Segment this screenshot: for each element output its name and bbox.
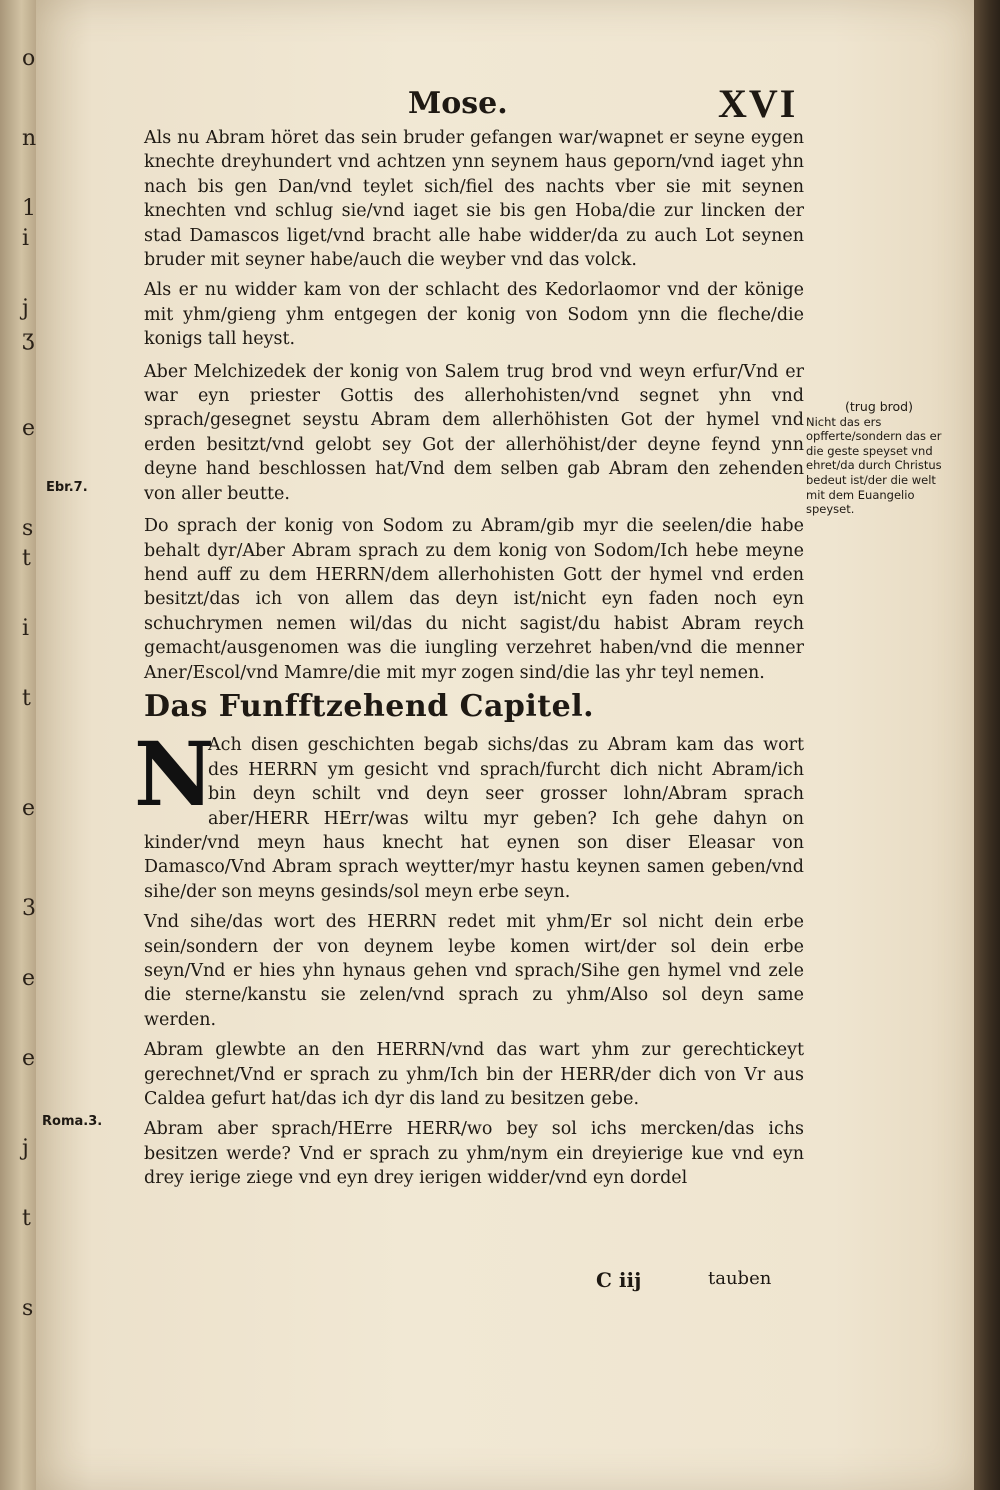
- facing-page-fragment: t: [22, 686, 31, 711]
- facing-page-fragment: t: [22, 1206, 31, 1231]
- paragraph: Als nu Abram höret das sein bruder gefangen war/wapnet er seyne eygen knechte dreyhundert vnd achtzen ynn seynem haus geporn/vnd iaget yhn nach bis gen Dan/vnd teylet sich/fiel des nachts vber sie mit seynen knechten vnd schlug sie/vnd iaget sie bis gen Hoba/die zur lincken der stad Damascos liget/vnd bracht alle habe widder/da zu auch Lot seynen bruder mit seyner habe/auch die weyber vnd das volck.: [144, 128, 804, 271]
- facing-page-fragment: e: [22, 796, 36, 821]
- running-head: Mose.: [408, 86, 508, 121]
- paragraph: Do sprach der konig von Sodom zu Abram/gib myr die seelen/die habe behalt dyr/Aber Abram sprach zu dem konig von Sodom/Ich hebe meyne hend auff zu dem HERRN/dem allerhohisten Gott der hymel vnd erden besitzt/das ich von allem das deyn ist/nicht eyn faden noch eyn schuchrymen nemen wil/das du nicht sagist/du habist Abram reych gemacht/ausgenomen was die iungling verzehret haben/vnd die menner Aner/Escol/vnd Mamre/die mit myr zogen sind/die las yhr teyl nemen.: [144, 516, 804, 683]
- paragraph: Ach disen geschichten begab sichs/das zu Abram kam das wort des HERRN ym gesicht vnd sprach/furcht dich nicht Abram/ich bin deyn schilt vnd deyn seer grosser lohn/Abram sprach aber/HERR HErr/was wiltu myr geben? Ich gehe dahyn on kinder/vnd meyn haus knecht hat eynen son diser Eleasar von Damasco/Vnd Abram sprach weytter/myr hastu keynen samen geben/vnd sihe/der son meyns gesinds/sol meyn erbe seyn.: [144, 735, 804, 902]
- facing-page-fragment: 3: [22, 896, 36, 921]
- cross-reference-roma: Roma.3.: [42, 1114, 103, 1129]
- facing-page-fragment: e: [22, 966, 36, 991]
- facing-page-fragment: e: [22, 416, 36, 441]
- paragraph: Abram glewbte an den HERRN/vnd das wart yhm zur gerechtickeyt gerechnet/Vnd er sprach zu yhm/Ich bin der HERR/der dich von Vr aus Caldea gefurt hat/das ich dyr dis land zu besitzen gebe.: [144, 1040, 804, 1110]
- facing-page-edge: [0, 0, 36, 1490]
- facing-page-fragment: j: [22, 296, 29, 321]
- paragraph: Aber Melchizedek der konig von Salem trug brod vnd weyn erfur/Vnd er war eyn priester Gottis des allerhohisten/vnd segnet yhn vnd sprach/gesegnet seystu Abram dem allerhöhisten Got der hymel vnd erden besitzt/vnd gelobt sey Got der allerhöhist/der deyne feynd ynn deyne hand beschlossen hat/Vnd dem selben gab Abram den zehenden von aller beutte.: [144, 361, 804, 504]
- facing-page-fragment: 1: [22, 196, 36, 221]
- facing-page-fragment: s: [22, 1296, 34, 1321]
- paragraph: Als er nu widder kam von der schlacht des Kedorlaomor vnd der könige mit yhm/gieng yhm entgegen der konig von Sodom ynn die fleche/die konigs tall heyst.: [144, 280, 804, 350]
- paragraph: Abram aber sprach/HErre HERR/wo bey sol ichs mercken/das ichs besitzen werde? Vnd er sprach zu yhm/nym ein dreyierige kue vnd eyn drey ierige ziege vnd eyn drey ierigen widder/vnd eyn dordel: [144, 1119, 804, 1189]
- paragraph: Vnd sihe/das wort des HERRN redet mit yhm/Er sol nicht dein erbe sein/sondern der von deynem leybe komen wirt/der sol dein erbe seyn/Vnd er hies yhn hynaus gehen vnd sprach/Sihe gen hymel vnd zele die sterne/kanstu sie zelen/vnd sprach zu yhm/Also sol deyn same werden.: [144, 912, 804, 1030]
- chapter-opening: [134, 722, 804, 904]
- facing-page-fragment: j: [22, 1136, 29, 1161]
- decorated-initial: N: [134, 722, 215, 827]
- facing-page-fragment: e: [22, 1046, 36, 1071]
- main-text-column: [134, 126, 804, 1197]
- facing-page-fragment: t: [22, 546, 31, 571]
- gloss-text: Nicht das ers opfferte/sondern das er die geste speyset vnd ehret/da durch Christus bedeut ist/der die welt mit dem Euangelio speyset.: [806, 414, 942, 517]
- facing-page-fragment: ʒ: [22, 326, 35, 351]
- margin-gloss: [806, 400, 952, 517]
- facing-page-fragment: i: [22, 616, 30, 641]
- facing-page-fragment: n: [22, 126, 37, 151]
- catchword: tauben: [708, 1268, 772, 1289]
- chapter-heading: Das Funfftzehend Capitel.: [144, 688, 595, 724]
- page-edge-shadow: [974, 0, 1000, 1490]
- facing-page-fragment: s: [22, 516, 34, 541]
- cross-reference-ebr: Ebr.7.: [46, 480, 88, 495]
- facing-page-fragment: o: [22, 46, 36, 71]
- facing-page-fragment: i: [22, 226, 30, 251]
- gloss-label: (trug brod): [844, 399, 913, 414]
- folio-number: XVI: [718, 81, 798, 126]
- signature-mark: C iij: [596, 1268, 642, 1292]
